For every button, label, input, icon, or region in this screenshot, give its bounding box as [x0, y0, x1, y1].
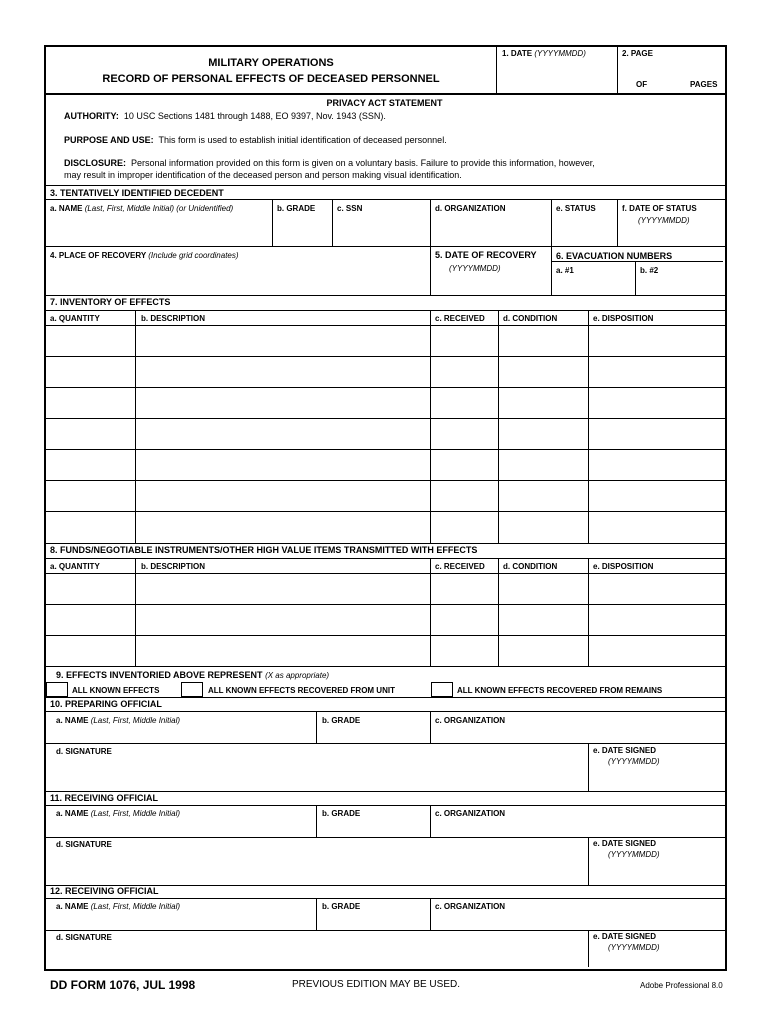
funds-condition-header: d. CONDITION — [503, 562, 558, 571]
inventory-quantity-header: a. QUANTITY — [50, 314, 100, 323]
disclosure-line: DISCLOSURE: Personal information provided on this form is given on a voluntary basis. Failure to provide this information, however, — [64, 158, 595, 168]
date-of-recovery-label: 5. DATE OF RECOVERY — [435, 250, 537, 260]
funds-table-body[interactable] — [46, 574, 722, 665]
receiving1-org-input[interactable] — [431, 820, 722, 835]
receiving1-signature-label: d. SIGNATURE — [56, 840, 112, 849]
funds-received-header: c. RECEIVED — [435, 562, 485, 571]
date-of-recovery-hint: (YYYYMMDD) — [449, 264, 501, 273]
receiving2-grade-input[interactable] — [317, 913, 429, 928]
divider — [617, 45, 618, 94]
recovered-from-unit-label: ALL KNOWN EFFECTS RECOVERED FROM UNIT — [208, 686, 395, 695]
decedent-name-label: a. NAME (Last, First, Middle Initial) (or Unidentified) — [50, 204, 234, 213]
divider — [44, 898, 725, 899]
evac-2-label: b. #2 — [640, 266, 659, 275]
divider — [44, 697, 725, 698]
evac-2-input[interactable] — [636, 278, 722, 294]
receiving2-signature-field[interactable] — [46, 945, 586, 965]
decedent-org-label: d. ORGANIZATION — [435, 204, 506, 213]
decedent-ssn-input[interactable] — [333, 216, 429, 245]
software-note: Adobe Professional 8.0 — [640, 981, 723, 990]
all-known-effects-label: ALL KNOWN EFFECTS — [72, 686, 160, 695]
preparing-date-input[interactable] — [589, 770, 722, 790]
divider — [44, 666, 725, 667]
section-10-title: 10. PREPARING OFFICIAL — [50, 699, 162, 709]
evac-1-label: a. #1 — [556, 266, 574, 275]
receiving2-date-label: e. DATE SIGNED — [593, 932, 656, 941]
receiving1-date-input[interactable] — [589, 863, 722, 884]
date-of-status-label: f. DATE OF STATUS — [622, 204, 697, 213]
section-7-title: 7. INVENTORY OF EFFECTS — [50, 297, 171, 307]
inventory-disposition-header: e. DISPOSITION — [593, 314, 654, 323]
divider — [44, 93, 725, 95]
receiving2-signature-label: d. SIGNATURE — [56, 933, 112, 942]
preparing-name-input[interactable] — [46, 727, 314, 742]
inventory-description-header: b. DESCRIPTION — [141, 314, 206, 323]
preparing-date-hint: (YYYYMMDD) — [608, 757, 660, 766]
divider — [44, 791, 725, 792]
purpose-line: PURPOSE AND USE: This form is used to establish initial identification of deceased personnel. — [64, 135, 447, 145]
decedent-grade-label: b. GRADE — [277, 204, 316, 213]
section-3-title: 3. TENTATIVELY IDENTIFIED DECEDENT — [50, 188, 224, 198]
decedent-status-label: e. STATUS — [556, 204, 596, 213]
divider — [44, 743, 725, 744]
receiving2-name-label: a. NAME (Last, First, Middle Initial) — [56, 902, 181, 911]
all-known-effects-checkbox[interactable] — [46, 682, 68, 697]
preparing-name-label: a. NAME (Last, First, Middle Initial) — [56, 716, 181, 725]
disclosure-line-2: may result in improper identification of the deceased person and person making visual identification. — [64, 170, 462, 180]
receiving2-grade-label: b. GRADE — [322, 902, 361, 911]
form-title — [46, 55, 496, 87]
date-input[interactable] — [498, 60, 616, 92]
funds-quantity-header: a. QUANTITY — [50, 562, 100, 571]
preparing-date-label: e. DATE SIGNED — [593, 746, 656, 755]
divider — [44, 199, 725, 200]
divider — [44, 246, 725, 247]
preparing-grade-label: b. GRADE — [322, 716, 361, 725]
divider — [496, 45, 497, 94]
receiving1-org-label: c. ORGANIZATION — [435, 809, 506, 818]
divider — [44, 558, 725, 559]
receiving1-grade-label: b. GRADE — [322, 809, 361, 818]
decedent-status-input[interactable] — [552, 216, 616, 245]
divider — [44, 805, 725, 806]
receiving2-date-input[interactable] — [589, 955, 722, 965]
date-of-recovery-input[interactable] — [431, 276, 550, 294]
pages-label: PAGES — [690, 80, 718, 89]
receiving1-signature-field[interactable] — [46, 852, 586, 884]
title-line1: MILITARY OPERATIONS — [208, 57, 334, 69]
date-of-status-input[interactable] — [618, 228, 722, 245]
divider — [44, 185, 725, 186]
edition-note: PREVIOUS EDITION MAY BE USED. — [292, 979, 460, 990]
receiving2-name-input[interactable] — [46, 913, 314, 928]
divider — [44, 930, 725, 931]
receiving1-date-label: e. DATE SIGNED — [593, 839, 656, 848]
section-11-title: 11. RECEIVING OFFICIAL — [50, 793, 159, 803]
receiving2-date-hint: (YYYYMMDD) — [608, 943, 660, 952]
preparing-signature-field[interactable] — [46, 758, 586, 790]
receiving2-org-label: c. ORGANIZATION — [435, 902, 506, 911]
recovered-from-unit-checkbox[interactable] — [181, 682, 203, 697]
privacy-title: PRIVACY ACT STATEMENT — [326, 98, 443, 108]
evac-1-input[interactable] — [552, 278, 634, 294]
preparing-org-input[interactable] — [431, 727, 722, 742]
form-id: DD FORM 1076, JUL 1998 — [50, 978, 196, 992]
authority-line: AUTHORITY: 10 USC Sections 1481 through 1488, EO 9397, Nov. 1943 (SSN). — [64, 111, 386, 121]
decedent-name-input[interactable] — [46, 216, 271, 245]
preparing-grade-input[interactable] — [317, 727, 429, 742]
date-field-label: 1. DATE (YYYYMMDD) — [502, 49, 586, 58]
section-12-title: 12. RECEIVING OFFICIAL — [50, 886, 159, 896]
section-8-title: 8. FUNDS/NEGOTIABLE INSTRUMENTS/OTHER HIGH VALUE ITEMS TRANSMITTED WITH EFFECTS — [50, 545, 478, 555]
inventory-received-header: c. RECEIVED — [435, 314, 485, 323]
funds-disposition-header: e. DISPOSITION — [593, 562, 654, 571]
decedent-grade-input[interactable] — [273, 216, 331, 245]
inventory-table-body[interactable] — [46, 326, 722, 542]
divider — [44, 711, 725, 712]
title-line2: RECORD OF PERSONAL EFFECTS OF DECEASED PERSONNEL — [102, 73, 440, 85]
divider — [44, 543, 725, 544]
preparing-signature-label: d. SIGNATURE — [56, 747, 112, 756]
receiving1-name-input[interactable] — [46, 820, 314, 835]
evacuation-numbers-label: 6. EVACUATION NUMBERS — [556, 251, 673, 261]
place-of-recovery-label: 4. PLACE OF RECOVERY (Include grid coordinates) — [50, 251, 239, 260]
receiving2-org-input[interactable] — [431, 913, 722, 928]
preparing-org-label: c. ORGANIZATION — [435, 716, 506, 725]
receiving1-grade-input[interactable] — [317, 820, 429, 835]
recovered-from-remains-label: ALL KNOWN EFFECTS RECOVERED FROM REMAINS — [457, 686, 663, 695]
decedent-ssn-label: c. SSN — [337, 204, 363, 213]
decedent-org-input[interactable] — [431, 216, 550, 245]
receiving1-date-hint: (YYYYMMDD) — [608, 850, 660, 859]
date-of-status-hint: (YYYYMMDD) — [638, 216, 690, 225]
section-9-title: 9. EFFECTS INVENTORIED ABOVE REPRESENT (X as appropriate) — [56, 670, 330, 680]
divider — [44, 837, 725, 838]
divider — [44, 295, 725, 296]
divider — [44, 310, 725, 311]
page-number-input[interactable] — [620, 62, 720, 76]
receiving1-name-label: a. NAME (Last, First, Middle Initial) — [56, 809, 181, 818]
funds-description-header: b. DESCRIPTION — [141, 562, 206, 571]
place-of-recovery-input[interactable] — [46, 262, 429, 294]
recovered-from-remains-checkbox[interactable] — [431, 682, 453, 697]
page-field-label: 2. PAGE — [622, 49, 653, 58]
inventory-condition-header: d. CONDITION — [503, 314, 558, 323]
of-label: OF — [636, 80, 648, 89]
